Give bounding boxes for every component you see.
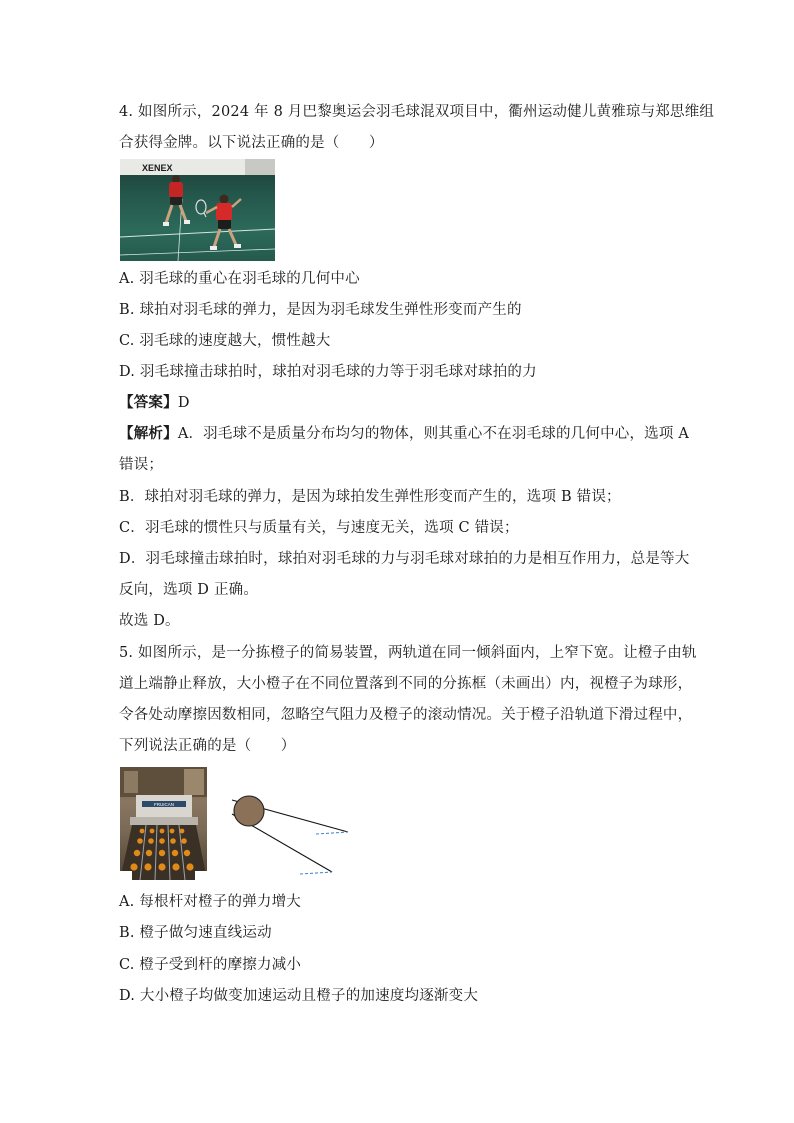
machine-label: FRUICAN bbox=[154, 802, 174, 807]
q5-option-c: C. 橙子受到杆的摩擦力减小 bbox=[119, 957, 302, 973]
q4-option-b: B. 球拍对羽毛球的弹力，是因为羽毛球发生弹性形变而产生的 bbox=[119, 302, 522, 318]
q4-analysis-line6: 反向，选项 D 正确。 bbox=[119, 582, 259, 598]
q5-option-d: D. 大小橙子均做变加速运动且橙子的加速度均逐渐变大 bbox=[119, 988, 479, 1004]
q4-analysis-line5: D．羽毛球撞击球拍时，球拍对羽毛球的力与羽毛球对球拍的力是相互作用力，总是等大 bbox=[119, 551, 690, 567]
q4-conclusion: 故选 D。 bbox=[119, 613, 180, 629]
answer-tag: 【答案】 bbox=[119, 394, 178, 411]
q4-stem-line2: 合获得金牌。以下说法正确的是（ ） bbox=[119, 135, 384, 151]
q5-stem-line4: 下列说法正确的是（ ） bbox=[119, 738, 296, 754]
q4-analysis-line1 bbox=[119, 424, 689, 444]
orange-track-diagram bbox=[222, 790, 352, 880]
upper-dashed-line bbox=[316, 832, 348, 834]
badminton-scene bbox=[120, 159, 275, 261]
q5-stem-line3: 令各处动摩擦因数相同，忽略空气阻力及橙子的滚动情况。关于橙子沿轨道下滑过程中， bbox=[119, 707, 693, 723]
answer-value: D bbox=[177, 395, 190, 411]
q4-answer-line bbox=[119, 393, 190, 413]
q5-stem-line1: 5. 如图所示，是一分拣橙子的简易装置，两轨道在同一倾斜面内，上窄下宽。让橙子由轨 bbox=[119, 645, 697, 661]
orange-sorter-photo bbox=[120, 767, 207, 880]
q5-stem-line2: 道上端静止释放，大小橙子在不同位置落到不同的分拣框（未画出）内，视橙子为球形， bbox=[119, 676, 693, 692]
badminton-photo bbox=[120, 159, 275, 261]
orange-ball bbox=[234, 796, 264, 826]
q4-option-c: C. 羽毛球的速度越大，惯性越大 bbox=[119, 333, 331, 349]
banner-text: XENEX bbox=[142, 163, 173, 173]
q4-analysis-line4: C．羽毛球的惯性只与质量有关，与速度无关，选项 C 错误； bbox=[119, 520, 519, 536]
q4-option-d: D. 羽毛球撞击球拍时，球拍对羽毛球的力等于羽毛球对球拍的力 bbox=[119, 364, 537, 380]
q4-option-a: A. 羽毛球的重心在羽毛球的几何中心 bbox=[119, 271, 360, 287]
orange-sorter-scene bbox=[120, 767, 207, 880]
lower-dashed-line bbox=[300, 872, 332, 874]
q5-option-a: A. 每根杆对橙子的弹力增大 bbox=[119, 894, 301, 910]
q4-stem-line1: 4. 如图所示，2024 年 8 月巴黎奥运会羽毛球混双项目中，衢州运动健儿黄雅琼与郑思维组 bbox=[119, 104, 715, 120]
analysis-tag: 【解析】 bbox=[119, 425, 178, 442]
q4-analysis-line2: 错误； bbox=[119, 457, 164, 473]
analysis-text: A．羽毛球不是质量分布均匀的物体，则其重心不在羽毛球的几何中心，选项 A bbox=[177, 426, 690, 442]
q5-option-b: B. 橙子做匀速直线运动 bbox=[119, 925, 272, 941]
q4-analysis-line3: B．球拍对羽毛球的弹力，是因为球拍发生弹性形变而产生的，选项 B 错误； bbox=[119, 489, 621, 505]
